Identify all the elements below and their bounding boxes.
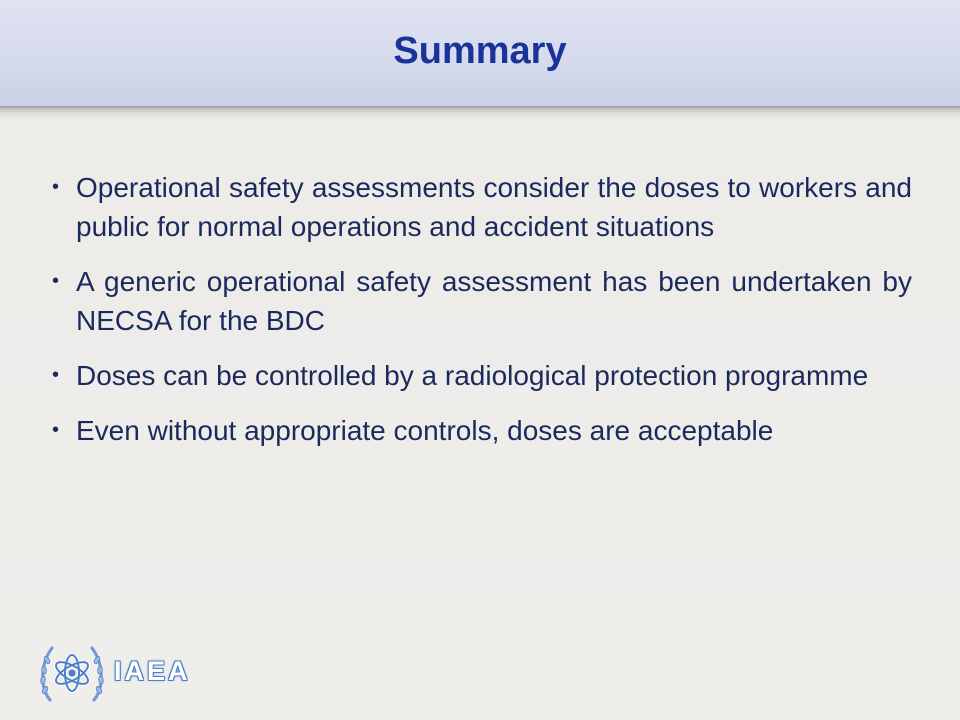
bullet-item (52, 168, 912, 246)
logo-text: IAEA (114, 656, 191, 686)
bullet-item (52, 356, 912, 395)
bullet-dot-icon: • (52, 176, 60, 198)
iaea-emblem-icon (36, 640, 108, 706)
bullet-list (52, 168, 912, 466)
bullet-text: Even without appropriate controls, doses are acceptable (76, 415, 774, 446)
bullet-dot-icon: • (52, 270, 60, 292)
bullet-dot-icon: • (52, 364, 60, 386)
bullet-dot-icon: • (52, 419, 60, 441)
bullet-text: A generic operational safety assessment has been undertaken by NECSA for the BDC (76, 266, 912, 336)
page-title: Summary (393, 30, 567, 72)
bullet-item (52, 262, 912, 340)
iaea-logo (36, 640, 236, 710)
bullet-text: Doses can be controlled by a radiological protection programme (76, 360, 869, 391)
header-shadow (0, 106, 960, 120)
bullet-item (52, 411, 912, 450)
bullet-text: Operational safety assessments consider the doses to workers and public for normal operations and accident situations (76, 172, 912, 242)
